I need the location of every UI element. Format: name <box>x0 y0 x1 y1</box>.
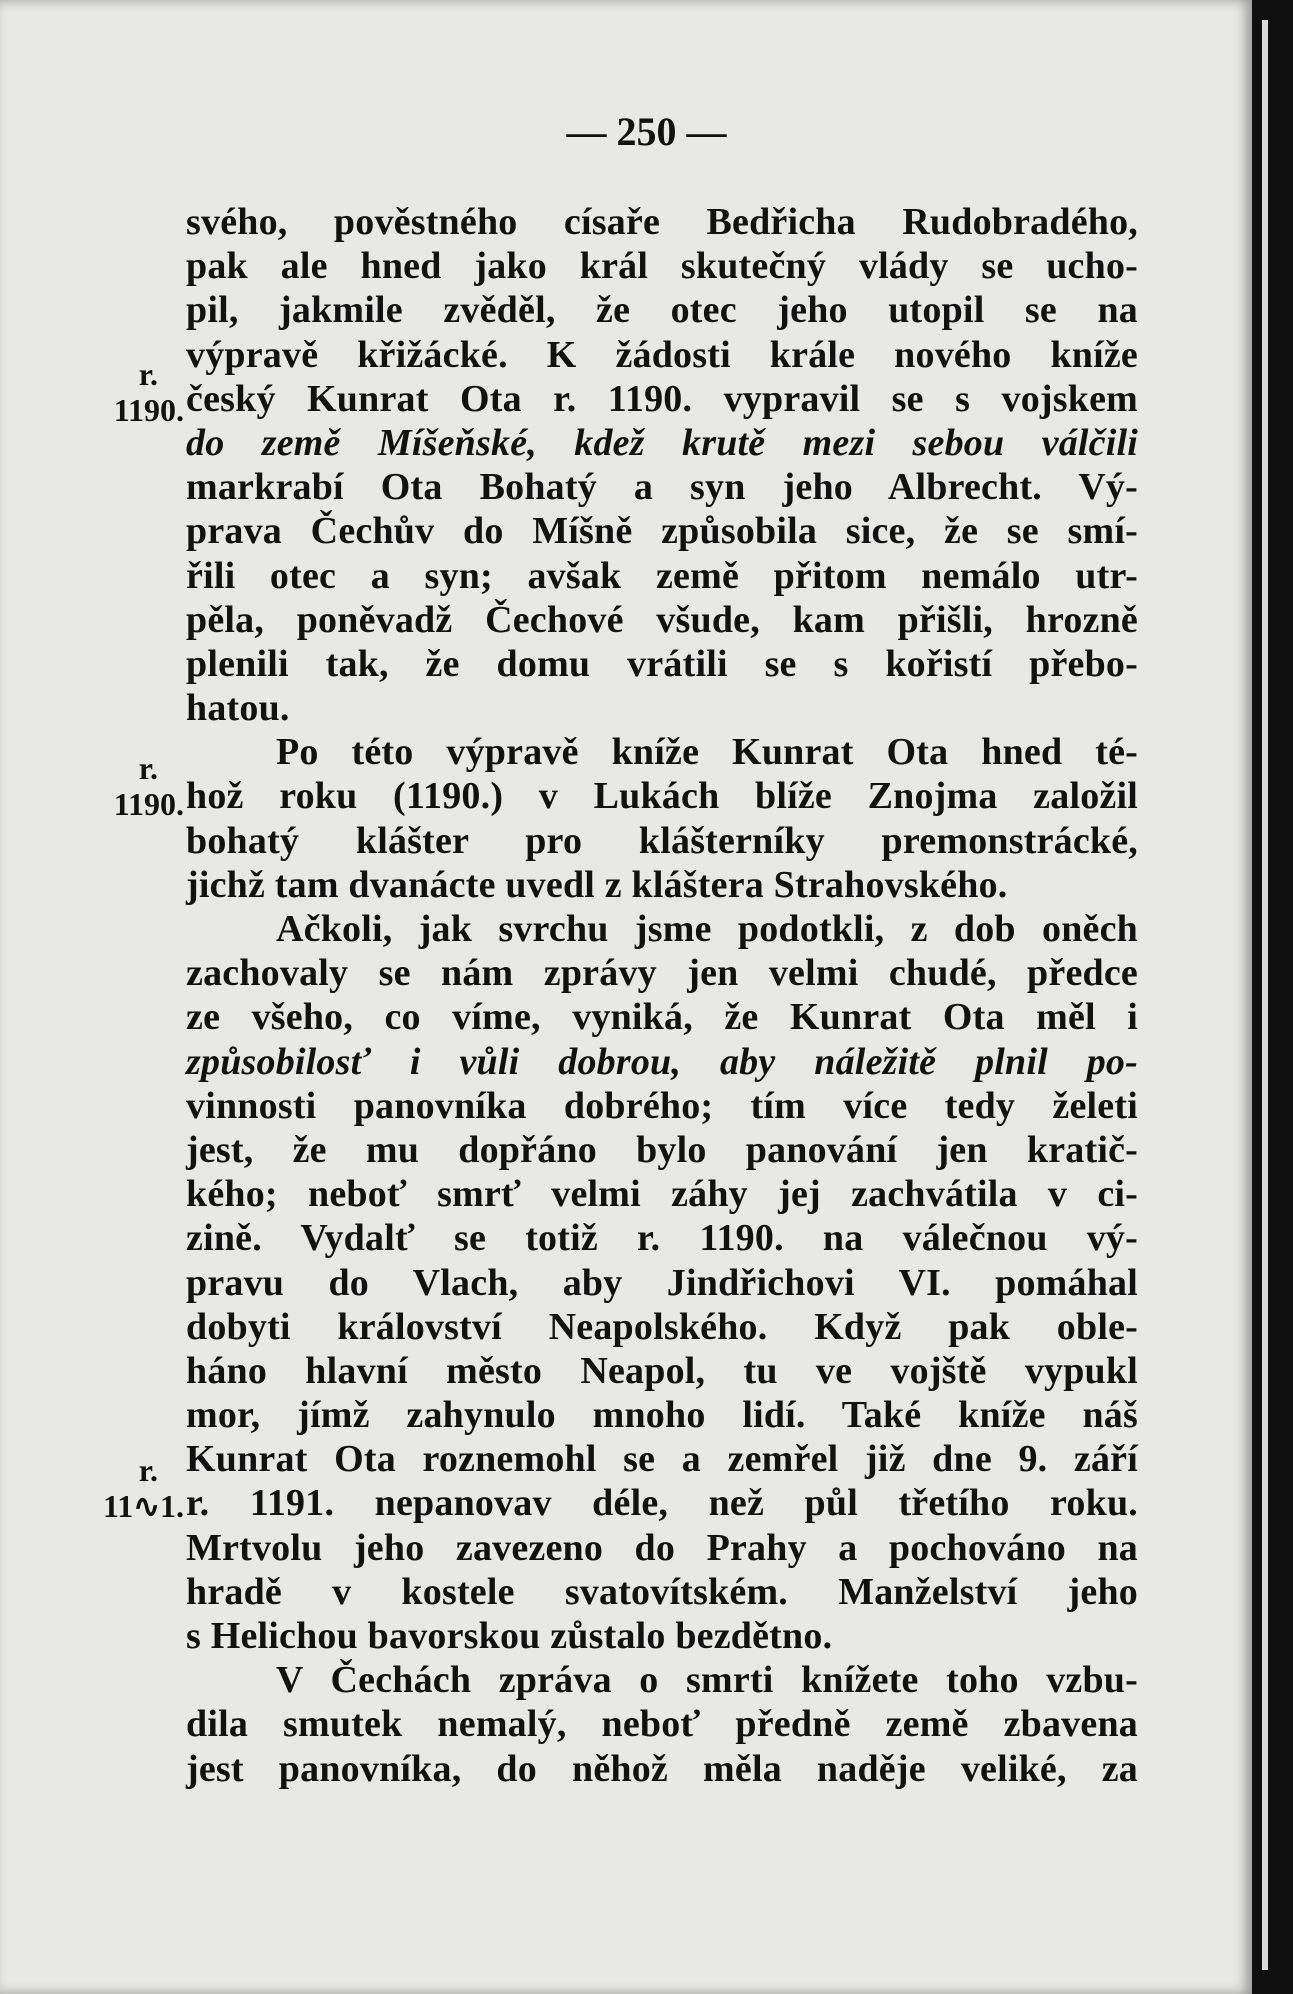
text-line: způsobilosť i vůli dobrou, aby náležitě plnil po- <box>186 1040 1138 1083</box>
text-line: plenili tak, že domu vrátili se s kořistí přebo- <box>186 642 1138 685</box>
text-line: pil, jakmile zvěděl, že otec jeho utopil se na <box>186 289 1138 332</box>
text-line: mor, jímž zahynulo mnoho lidí. Také kníže náš <box>186 1394 1138 1437</box>
text-line: český Kunrat Ota r. 1190. vypravil se s vojskem <box>186 377 1138 420</box>
margin-note-year: 11∿1. <box>102 1488 184 1524</box>
margin-note-year: 1190. <box>113 392 184 428</box>
text-line: háno hlavní město Neapol, tu ve vojště vypukl <box>186 1349 1138 1392</box>
text-line: vinnosti panovníka dobrého; tím více tedy želeti <box>186 1084 1138 1127</box>
text-line: jichž tam dvanácte uvedl z kláštera Strahovského. <box>186 863 1008 906</box>
text-line: pěla, poněvadž Čechové všude, kam přišli, hrozně <box>186 598 1138 641</box>
text-line: do země Míšeňské, kdež krutě mezi sebou válčili <box>186 421 1138 464</box>
margin-note-year: 1190. <box>113 786 184 822</box>
text-line: V Čechách zpráva o smrti knížete toho vzbu- <box>276 1659 1138 1702</box>
page-number: — 250 — <box>566 109 727 154</box>
body-text <box>186 200 1138 1791</box>
text-line: prava Čechův do Míšně způsobila sice, že se smí- <box>186 510 1138 553</box>
margin-note <box>92 1452 184 1524</box>
text-line: svého, pověstného císaře Bedřicha Rudobradého, <box>186 201 1138 243</box>
text-line: pravu do Vlach, aby Jindřichovi VI. pomáhal <box>186 1261 1138 1304</box>
text-line: jest, že mu dopřáno bylo panování jen kratič- <box>186 1128 1138 1171</box>
text-line: výpravě křižácké. K žádosti krále nového kníže <box>186 333 1138 376</box>
text-line: jest panovníka, do něhož měla naděje veliké, za <box>186 1747 1138 1790</box>
margin-note-r: r. <box>138 750 158 786</box>
text-line: dobyti království Neapolského. Když pak oble- <box>186 1305 1138 1348</box>
margin-note <box>92 356 184 428</box>
text-line: hož roku (1190.) v Lukách blíže Znojma založil <box>186 775 1138 818</box>
text-line: Kunrat Ota roznemohl se a zemřel již dne 9. září <box>186 1438 1138 1481</box>
margin-note <box>92 750 184 822</box>
text-line: s Helichou bavorskou zůstalo bezdětno. <box>186 1615 833 1657</box>
text-line: hradě v kostele svatovítském. Manželství jeho <box>186 1570 1138 1613</box>
text-line: pak ale hned jako král skutečný vlády se ucho- <box>186 245 1138 288</box>
margin-note-r: r. <box>138 1452 158 1488</box>
text-line: r. 1191. nepanovav déle, než půl třetího roku. <box>186 1482 1138 1525</box>
margin-note-r: r. <box>138 356 158 392</box>
text-line: ze všeho, co víme, vyniká, že Kunrat Ota měl i <box>186 996 1138 1039</box>
text-line: kého; neboť smrť velmi záhy jej zachvátila v ci- <box>186 1173 1138 1216</box>
page-gutter <box>1252 0 1293 1994</box>
text-line: zachovaly se nám zprávy jen velmi chudé, předce <box>186 952 1138 995</box>
text-line: hatou. <box>186 687 290 730</box>
text-line: bohatý klášter pro klášterníky premonstrácké, <box>186 819 1138 862</box>
text-line: dila smutek nemalý, neboť předně země zbavena <box>186 1703 1138 1746</box>
text-line: Po této výpravě kníže Kunrat Ota hned té- <box>276 731 1138 774</box>
text-line: markrabí Ota Bohatý a syn jeho Albrecht. Vý- <box>186 466 1138 509</box>
text-line: Ačkoli, jak svrchu jsme podotkli, z dob oněch <box>276 908 1138 950</box>
text-line: Mrtvolu jeho zavezeno do Prahy a pochováno na <box>186 1526 1138 1569</box>
page-edge <box>1262 20 1268 1970</box>
text-line: zině. Vydalť se totiž r. 1190. na válečnou vý- <box>186 1217 1138 1260</box>
text-line: řili otec a syn; avšak země přitom nemálo utr- <box>186 554 1138 597</box>
